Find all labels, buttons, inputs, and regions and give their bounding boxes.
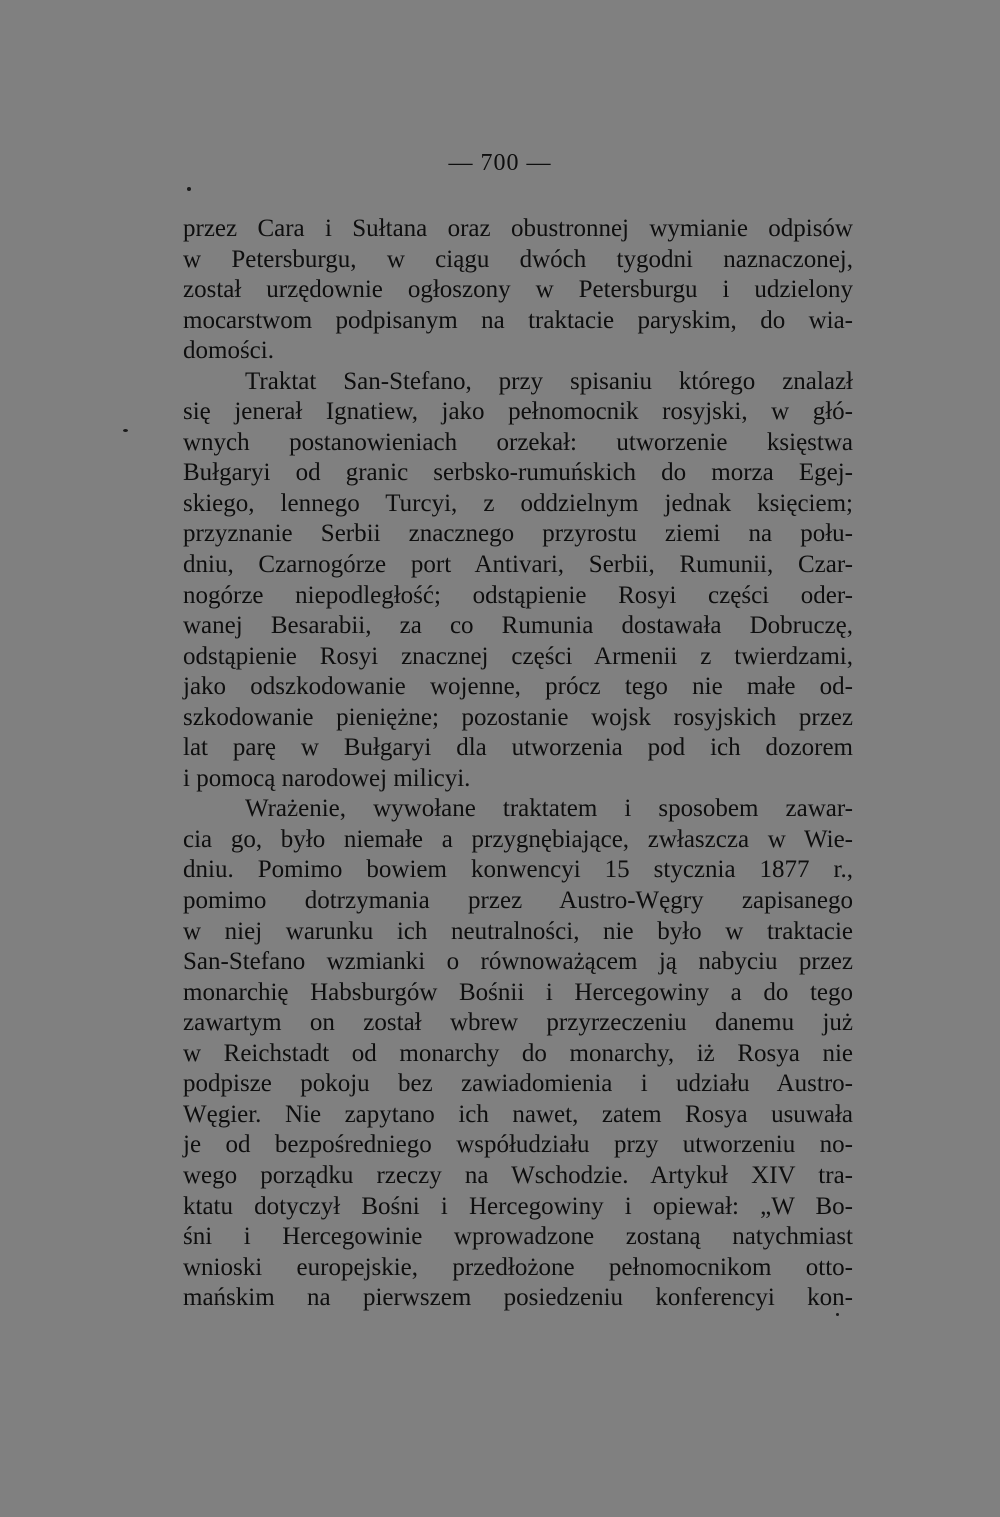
print-speck bbox=[123, 429, 128, 432]
text-line: wego porządku rzeczy na Wschodzie. Artykuł XIV tra- bbox=[183, 1161, 853, 1189]
text-line: pomimo dotrzymania przez Austro-Węgry zapisanego bbox=[183, 887, 853, 915]
text-line: je od bezpośredniego współudziału przy utworzeniu no- bbox=[183, 1131, 853, 1159]
text-line: Bułgaryi od granic serbsko-rumuńskich do morza Egej- bbox=[183, 459, 853, 487]
text-line: szkodowanie pieniężne; pozostanie wojsk rosyjskich przez bbox=[183, 703, 853, 731]
text-line: lat parę w Bułgaryi dla utworzenia pod ich dozorem bbox=[183, 734, 853, 762]
text-line: ktatu dotyczył Bośni i Hercegowiny i opiewał: „W Bo- bbox=[183, 1192, 853, 1220]
text-line: w niej warunku ich neutralności, nie było w traktacie bbox=[183, 917, 853, 945]
text-line: mańskim na pierwszem posiedzeniu konferencyi kon- bbox=[183, 1284, 853, 1312]
text-line: podpisze pokoju bez zawiadomienia i udziału Austro- bbox=[183, 1070, 853, 1098]
text-line: przez Cara i Sułtana oraz obustronnej wymianie odpisów bbox=[183, 215, 853, 242]
text-line: w Reichstadt od monarchy do monarchy, iż Rosya nie bbox=[183, 1039, 853, 1067]
text-line: odstąpienie Rosyi znacznej części Armenii z twierdzami, bbox=[183, 642, 853, 670]
text-line: w Petersburgu, w ciągu dwóch tygodni naznaczonej, bbox=[183, 245, 853, 273]
text-line: dniu, Czarnogórze port Antivari, Serbii, Rumunii, Czar- bbox=[183, 551, 853, 579]
text-line: się jenerał Ignatiew, jako pełnomocnik rosyjski, w głó- bbox=[183, 398, 853, 426]
text-line: został urzędownie ogłoszony w Petersburgu i udzielony bbox=[183, 276, 853, 304]
text-line: wanej Besarabii, za co Rumunia dostawała Dobruczę, bbox=[183, 612, 853, 640]
text-line: mocarstwom podpisanym na traktacie paryskim, do wia- bbox=[183, 306, 853, 334]
body-text bbox=[183, 214, 853, 1314]
text-line: przyznanie Serbii znacznego przyrostu ziemi na połu- bbox=[183, 520, 853, 548]
text-line: i pomocą narodowej milicyi. bbox=[183, 764, 471, 792]
text-line: zawartym on został wbrew przyrzeczeniu danemu już bbox=[183, 1009, 853, 1037]
text-line: wnych postanowieniach orzekał: utworzenie księstwa bbox=[183, 428, 853, 456]
text-line: śni i Hercegowinie wprowadzone zostaną natychmiast bbox=[183, 1223, 853, 1251]
print-speck bbox=[187, 187, 191, 191]
text-line: cia go, było niemałe a przygnębiające, zwłaszcza w Wie- bbox=[183, 825, 853, 853]
text-line: nogórze niepodległość; odstąpienie Rosyi części oder- bbox=[183, 581, 853, 609]
text-line: dniu. Pomimo bowiem konwencyi 15 stycznia 1877 r., bbox=[183, 856, 853, 884]
text-line: Traktat San-Stefano, przy spisaniu którego znalazł bbox=[245, 367, 853, 395]
text-line: domości. bbox=[183, 337, 274, 365]
text-line: San-Stefano wzmianki o równoważącem ją nabyciu przez bbox=[183, 948, 853, 976]
print-speck bbox=[836, 1313, 839, 1316]
text-line: skiego, lennego Turcyi, z oddzielnym jednak księciem; bbox=[183, 489, 853, 517]
text-line: wnioski europejskie, przedłożone pełnomocnikom otto- bbox=[183, 1253, 853, 1281]
text-line: Wrażenie, wywołane traktatem i sposobem zawar- bbox=[245, 795, 853, 823]
page-number-header: — 700 — bbox=[448, 150, 552, 176]
text-line: monarchię Habsburgów Bośnii i Hercegowiny a do tego bbox=[183, 978, 853, 1006]
text-line: jako odszkodowanie wojenne, prócz tego nie małe od- bbox=[183, 673, 853, 701]
text-line: Węgier. Nie zapytano ich nawet, zatem Rosya usuwała bbox=[183, 1100, 853, 1128]
